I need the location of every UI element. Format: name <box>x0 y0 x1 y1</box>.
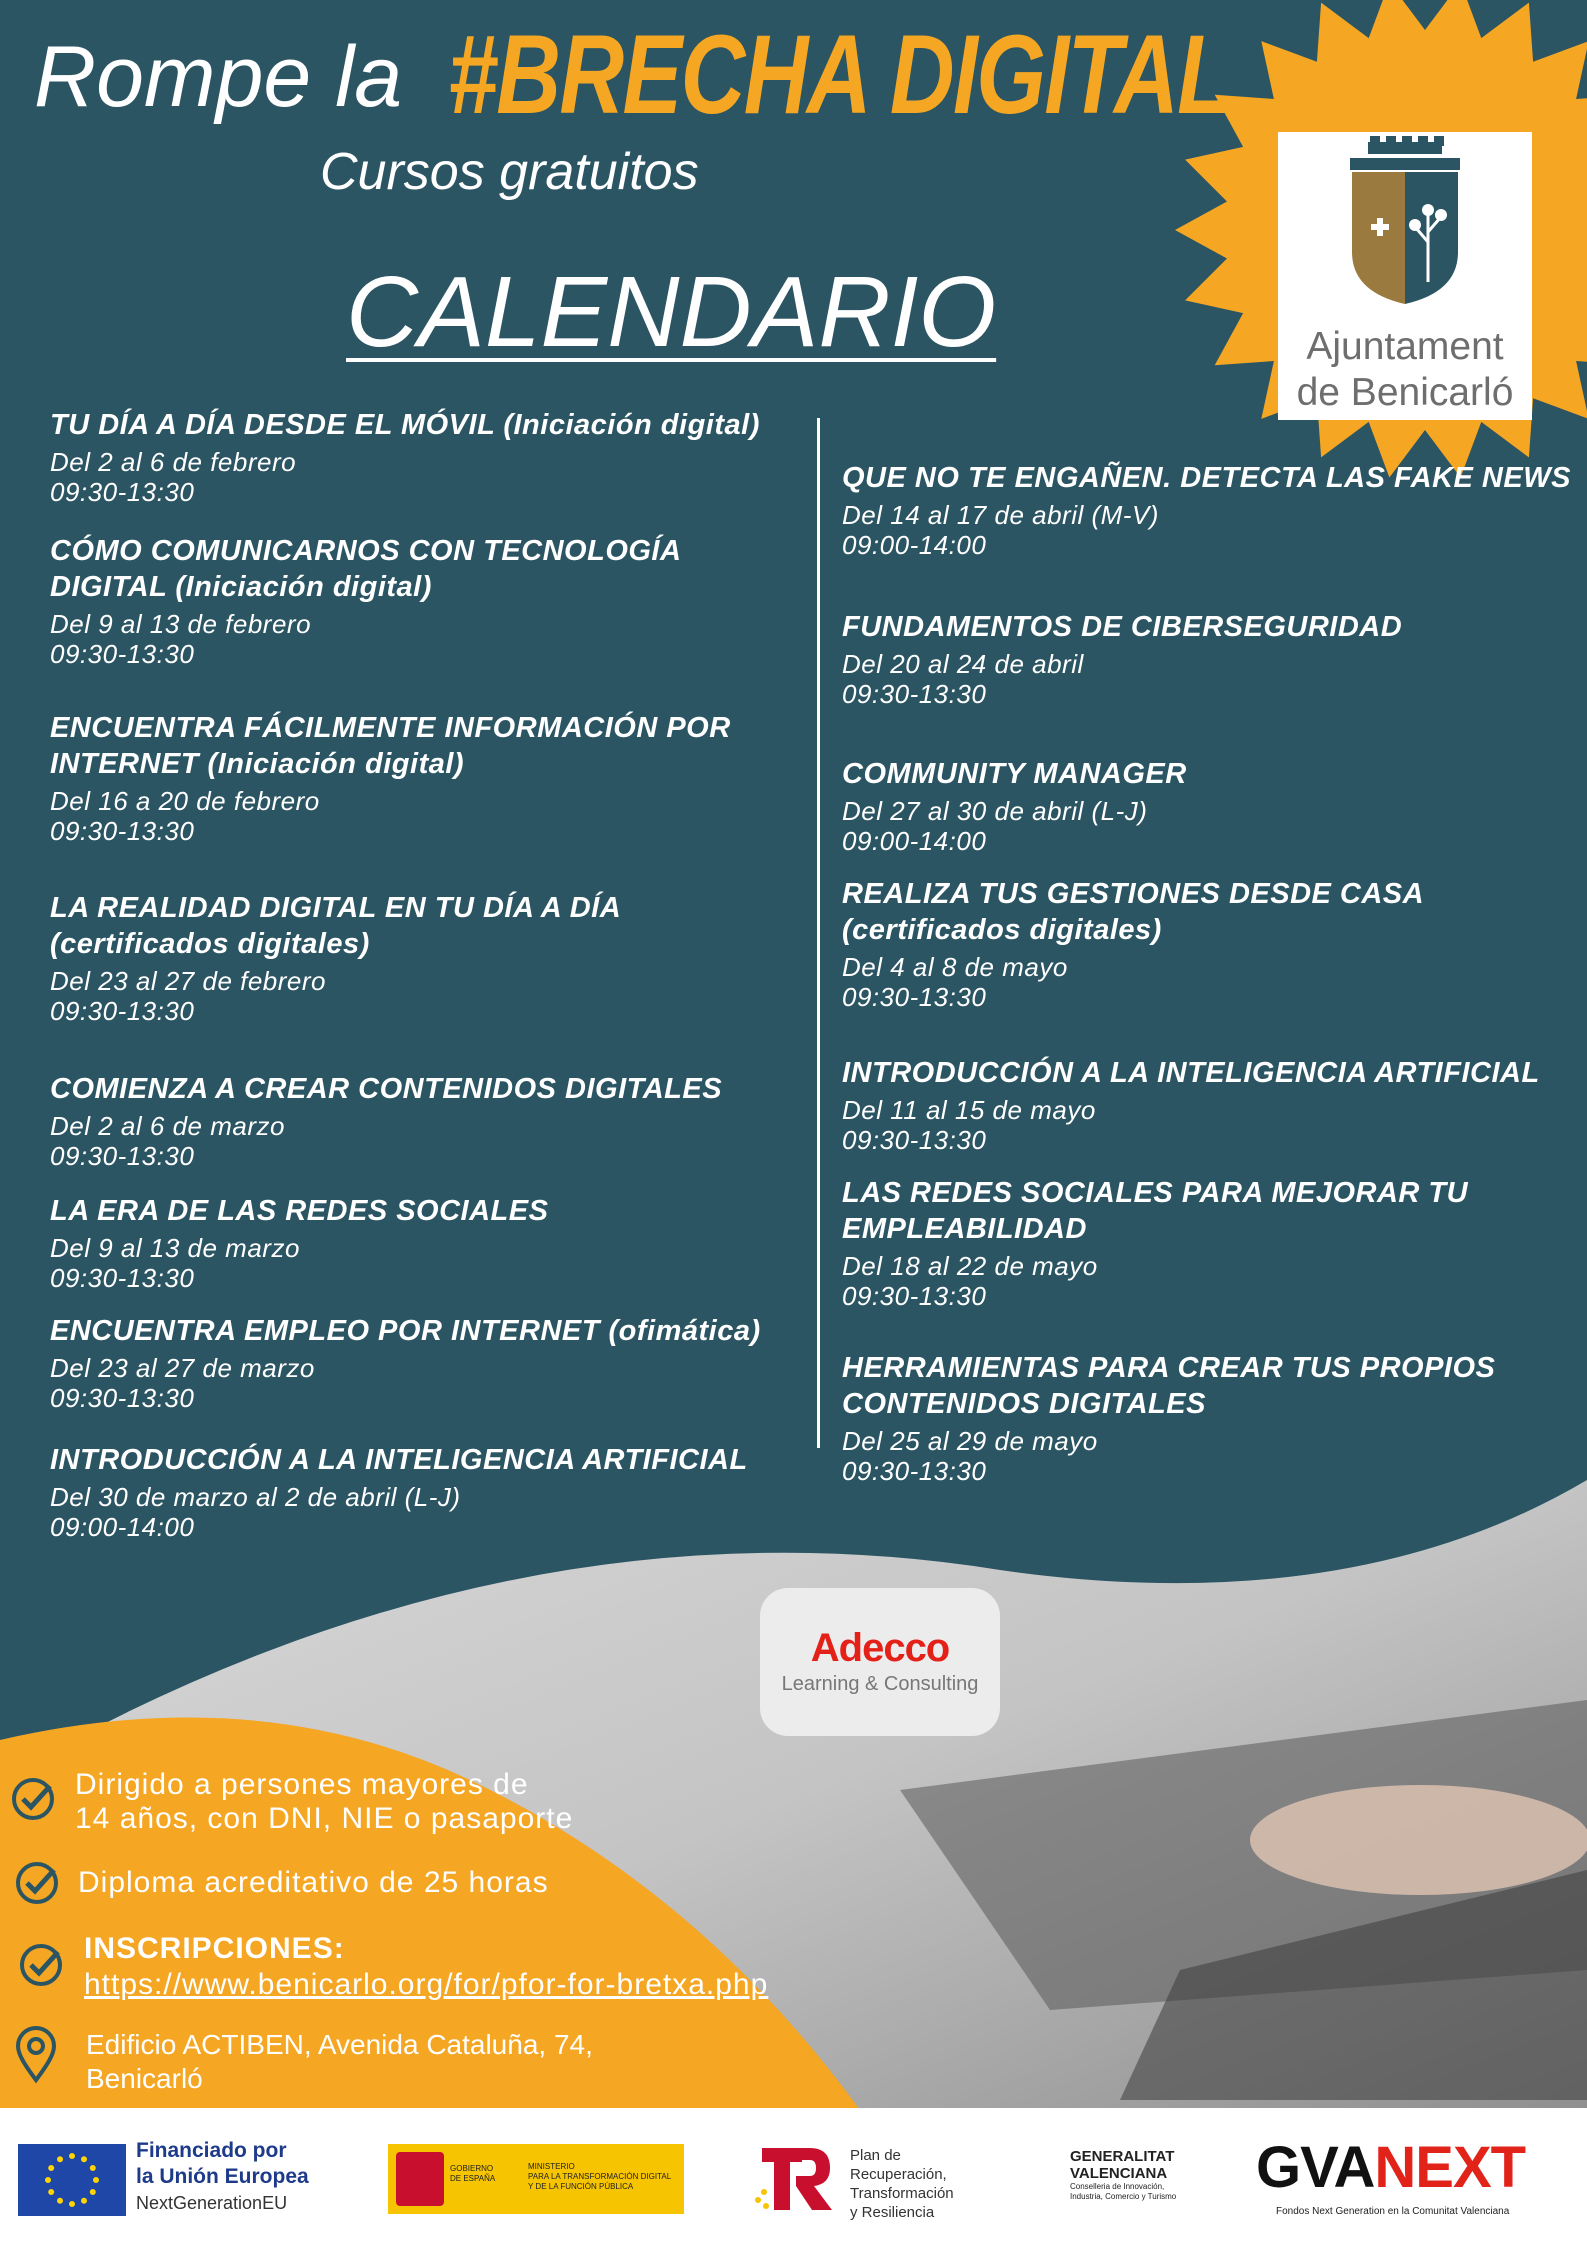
course-dates: Del 9 al 13 de febrero <box>50 609 312 639</box>
course-title: (certificados digitales) <box>842 914 1162 946</box>
ministry-line2: PARA LA TRANSFORMACIÓN DIGITAL <box>528 2172 672 2181</box>
course-time: 09:30-13:30 <box>50 1141 195 1171</box>
plan-line2: Recuperación, <box>850 2166 947 2183</box>
eu-star-icon <box>57 2156 63 2162</box>
course-dates: Del 23 al 27 de febrero <box>50 966 327 996</box>
course-item <box>842 1175 1468 1311</box>
course-dates: Del 18 al 22 de mayo <box>842 1251 1098 1281</box>
eu-star-icon <box>81 2198 87 2204</box>
sponsor-footer <box>0 2108 1587 2245</box>
course-dates: Del 23 al 27 de marzo <box>50 1353 315 1383</box>
check-circle-icon <box>18 1942 64 1988</box>
eu-star-icon <box>57 2198 63 2204</box>
course-title: CONTENIDOS DIGITALES <box>842 1388 1206 1420</box>
course-time: 09:00-14:00 <box>842 826 987 856</box>
course-title: COMMUNITY MANAGER <box>842 758 1187 790</box>
course-title: COMIENZA A CREAR CONTENIDOS DIGITALES <box>50 1073 723 1105</box>
check-circle-icon <box>14 1860 60 1906</box>
ministry-line3: Y DE LA FUNCIÓN PÚBLICA <box>528 2182 634 2191</box>
eu-star-icon <box>81 2156 87 2162</box>
course-item <box>842 756 1187 856</box>
course-dates: Del 27 al 30 de abril (L-J) <box>842 796 1148 826</box>
course-item <box>50 1313 761 1413</box>
eu-star-icon <box>69 2201 75 2207</box>
course-title: LAS REDES SOCIALES PARA MEJORAR TU <box>842 1177 1469 1209</box>
location-line1: Edificio ACTIBEN, Avenida Cataluña, 74, <box>86 2029 593 2060</box>
course-dates: Del 16 a 20 de febrero <box>50 786 320 816</box>
gva-line4: Industria, Comercio y Turismo <box>1070 2192 1177 2201</box>
gva-line3: Conselleria de Innovación, <box>1070 2182 1165 2191</box>
course-time: 09:30-13:30 <box>842 679 987 709</box>
course-title: LA REALIDAD DIGITAL EN TU DÍA A DÍA <box>50 892 622 924</box>
eu-line1: Financiado por <box>136 2139 287 2162</box>
gov-line2: DE ESPAÑA <box>450 2174 496 2183</box>
diploma-text: Diploma acreditativo de 25 horas <box>78 1866 549 1899</box>
course-item <box>50 710 731 846</box>
partner-tagline: Learning & Consulting <box>781 1673 979 1695</box>
check-circle-icon <box>10 1776 56 1822</box>
course-time: 09:30-13:30 <box>842 1456 987 1486</box>
location-line2: Benicarló <box>86 2063 203 2094</box>
course-title: HERRAMIENTAS PARA CREAR TUS PROPIOS <box>842 1352 1496 1384</box>
eu-flag-icon <box>18 2144 126 2216</box>
audience-line1: Dirigido a persones mayores de <box>75 1768 529 1801</box>
course-item <box>50 407 760 507</box>
course-item <box>842 1055 1540 1155</box>
gva-line2: VALENCIANA <box>1070 2165 1168 2182</box>
course-title: INTERNET (Iniciación digital) <box>50 748 465 780</box>
course-title: INTRODUCCIÓN A LA INTELIGENCIA ARTIFICIAL <box>50 1444 748 1476</box>
course-dates: Del 11 al 15 de mayo <box>842 1095 1096 1125</box>
course-item <box>50 533 681 669</box>
course-title: QUE NO TE ENGAÑEN. DETECTA LAS FAKE NEWS <box>842 462 1571 494</box>
plan-line3: Transformación <box>850 2185 954 2202</box>
course-title: REALIZA TUS GESTIONES DESDE CASA <box>842 878 1425 910</box>
audience-line2: 14 años, con DNI, NIE o pasaporte <box>75 1802 574 1835</box>
course-dates: Del 30 de marzo al 2 de abril (L-J) <box>50 1482 461 1512</box>
title-hashtag: #BRECHA DIGITAL <box>448 12 1231 137</box>
course-dates: Del 25 al 29 de mayo <box>842 1426 1098 1456</box>
gvanext-logo: GVANEXT <box>1256 2135 1526 2200</box>
course-title: FUNDAMENTOS DE CIBERSEGURIDAD <box>842 611 1403 643</box>
column-divider <box>817 418 820 1448</box>
course-dates: Del 2 al 6 de febrero <box>50 447 297 477</box>
course-item <box>842 460 1571 560</box>
logo-line2: de Benicarló <box>1296 371 1514 414</box>
course-item <box>50 1193 548 1293</box>
course-time: 09:30-13:30 <box>842 1125 987 1155</box>
course-item <box>50 1071 722 1171</box>
eu-star-icon <box>48 2165 54 2171</box>
gov-line1: GOBIERNO <box>450 2164 494 2173</box>
course-title: TU DÍA A DÍA DESDE EL MÓVIL (Iniciación digital) <box>50 409 760 441</box>
eu-star-icon <box>90 2189 96 2195</box>
subtitle: Cursos gratuitos <box>320 143 699 201</box>
course-title: LA ERA DE LAS REDES SOCIALES <box>50 1195 549 1227</box>
coat-of-arms-icon <box>1278 132 1532 312</box>
course-time: 09:30-13:30 <box>50 1383 195 1413</box>
eu-line3: NextGenerationEU <box>136 2193 288 2213</box>
course-time: 09:30-13:30 <box>842 982 987 1012</box>
course-time: 09:30-13:30 <box>50 816 195 846</box>
course-item <box>842 876 1424 1012</box>
course-time: 09:30-13:30 <box>50 477 195 507</box>
eu-star-icon <box>69 2153 75 2159</box>
eu-line2: la Unión Europea <box>136 2165 309 2188</box>
course-item <box>842 609 1402 709</box>
course-time: 09:30-13:30 <box>50 1263 195 1293</box>
recovery-plan-icon <box>752 2142 834 2214</box>
course-dates: Del 2 al 6 de marzo <box>50 1111 285 1141</box>
course-dates: Del 9 al 13 de marzo <box>50 1233 300 1263</box>
ministry-line1: MINISTERIO <box>528 2162 575 2171</box>
course-dates: Del 4 al 8 de mayo <box>842 952 1068 982</box>
logo-line1: Ajuntament <box>1306 325 1504 368</box>
spain-government-logo <box>388 2144 684 2214</box>
course-title: DIGITAL (Iniciación digital) <box>50 571 432 603</box>
eu-star-icon <box>93 2177 99 2183</box>
eu-star-icon <box>90 2165 96 2171</box>
course-title: ENCUENTRA EMPLEO POR INTERNET (ofimática) <box>50 1315 761 1347</box>
course-dates: Del 20 al 24 de abril <box>842 649 1084 679</box>
course-time: 09:00-14:00 <box>50 1512 195 1542</box>
course-item <box>50 890 621 1026</box>
course-title: INTRODUCCIÓN A LA INTELIGENCIA ARTIFICIAL <box>842 1057 1540 1089</box>
ajuntament-logo <box>1278 132 1532 420</box>
course-title: (certificados digitales) <box>50 928 370 960</box>
calendar-heading: CALENDARIO <box>346 256 997 368</box>
course-time: 09:00-14:00 <box>842 530 987 560</box>
eu-star-icon <box>48 2189 54 2195</box>
partner-name: Adecco <box>810 1626 950 1670</box>
registration-link[interactable]: https://www.benicarlo.org/for/pfor-for-bretxa.php <box>84 1968 769 2001</box>
course-time: 09:30-13:30 <box>50 639 195 669</box>
course-time: 09:30-13:30 <box>842 1281 987 1311</box>
location-pin-icon <box>14 2026 58 2084</box>
adecco-logo <box>760 1588 1000 1736</box>
registration-label: INSCRIPCIONES: <box>84 1932 345 1965</box>
plan-line4: y Resiliencia <box>850 2204 935 2221</box>
course-dates: Del 14 al 17 de abril (M-V) <box>842 500 1159 530</box>
course-time: 09:30-13:30 <box>50 996 195 1026</box>
gva-line1: GENERALITAT <box>1070 2148 1175 2165</box>
title-prefix: Rompe la <box>34 29 403 125</box>
eu-star-icon <box>45 2177 51 2183</box>
spain-crest-icon <box>396 2152 444 2206</box>
course-title: ENCUENTRA FÁCILMENTE INFORMACIÓN POR <box>50 712 731 744</box>
plan-line1: Plan de <box>850 2147 901 2164</box>
course-title: EMPLEABILIDAD <box>842 1213 1087 1245</box>
course-title: CÓMO COMUNICARNOS CON TECNOLOGÍA <box>50 535 682 567</box>
gvanext-caption: Fondos Next Generation en la Comunitat Valenciana <box>1276 2206 1510 2217</box>
